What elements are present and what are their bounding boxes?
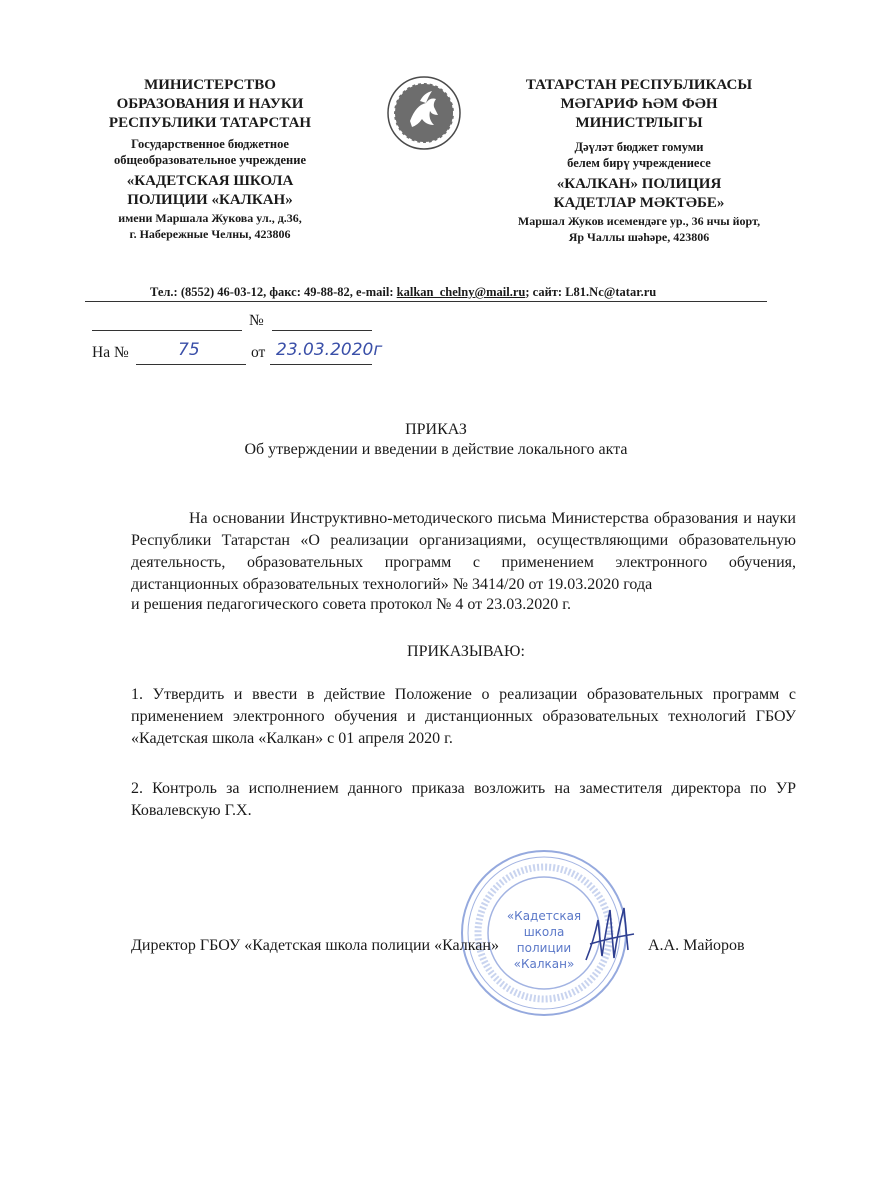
contacts-line [150, 285, 656, 300]
school-name-tt-1: «КАЛКАН» ПОЛИЦИЯ [556, 176, 722, 192]
signatory-name: А.А. Майоров [648, 937, 745, 954]
contacts-email-link[interactable]: kalkan_chelny@mail.ru [396, 285, 526, 299]
preamble-end-text: и решения педагогического совета протокол № 4 от 23.03.2020 г. [131, 596, 571, 613]
address-tt-2: Яр Чаллы шәһәре, 423806 [568, 230, 710, 244]
contacts-phone-fax: Тел.: (8552) 46-03-12, факс: 49-88-82, e-mail: [150, 285, 397, 299]
institution-type-ru-2: общеобразовательное учреждение [114, 153, 306, 167]
contacts-site: L81.Nc@tatar.ru [565, 285, 657, 299]
ministry-name-tt-3: МИНИСТРЛЫГЫ [575, 115, 703, 131]
address-ru-2: г. Набережные Челны, 423806 [129, 227, 291, 241]
institution-type-tt-1: Дәүләт бюджет гомуми [574, 140, 704, 154]
ministry-name-ru-2: ОБРАЗОВАНИЯ И НАУКИ [116, 96, 304, 112]
preamble-text: На основании Инструктивно-методического письма Министерства образования и науки Республики Татарстан «О реализации организациями, осуществляющими образовательную деятельность, образовательных программ с применением электронного обучения, дистанционных образовательных технологий» № 3414/20 от 19.03.2020 года [131, 510, 796, 593]
address-tt-1: Маршал Жуков исемендәге ур., 36 нчы йорт, [517, 214, 761, 228]
order-subtitle: Об утверждении и введении в действие локального акта [244, 441, 628, 458]
stamp-text-1: «Кадетская школа [506, 909, 582, 939]
ref-date: 23.03.2020г [276, 340, 383, 360]
ministry-name-ru-3: РЕСПУБЛИКИ ТАТАРСТАН [108, 115, 312, 131]
outgoing-date-line [92, 314, 242, 331]
order-item-2: 2. Контроль за исполнением данного приказа возложить на заместителя директора по УР Ковалевскую Г.Х. [131, 780, 796, 819]
school-name-ru-1: «КАДЕТСКАЯ ШКОЛА [126, 173, 294, 189]
ref-number: 75 [178, 340, 200, 360]
signatory-position: Директор ГБОУ «Кадетская школа полиции «Калкан» [131, 937, 499, 954]
order-heading: ПРИКАЗ [405, 421, 467, 438]
stamp-text-3: «Калкан» [513, 957, 575, 971]
stamp-text-2: полиции [516, 941, 572, 955]
header-divider [85, 301, 767, 302]
outgoing-number-sign: № [249, 312, 264, 329]
header-left [85, 76, 335, 242]
institution-type-tt-2: белем бирү учреждениесе [567, 156, 711, 170]
contacts-site-label: ; сайт: [525, 285, 566, 299]
address-ru-1: имени Маршала Жукова ул., д.36, [118, 211, 302, 225]
ref-from-label: от [251, 344, 266, 361]
order-word: ПРИКАЗЫВАЮ: [407, 643, 525, 660]
ministry-name-ru-1: МИНИСТЕРСТВО [144, 77, 276, 93]
outgoing-number-line [272, 314, 372, 331]
order-item-1: 1. Утвердить и ввести в действие Положение о реализации образовательных программ с применением электронного обучения и дистанционных образовательных технологий ГБОУ «Кадетская школа «Калкан» с 01 апреля 2020 г. [131, 686, 796, 747]
school-name-ru-2: ПОЛИЦИИ «КАЛКАН» [127, 192, 293, 208]
institution-type-ru-1: Государственное бюджетное [131, 137, 289, 151]
header-right [498, 76, 780, 245]
handwritten-signature [580, 900, 640, 972]
ministry-name-tt-1: ТАТАРСТАН РЕСПУБЛИКАСЫ [525, 77, 753, 93]
ref-label: На № [92, 344, 129, 361]
ministry-name-tt-2: МӘГАРИФ ҺӘМ ФӘН [560, 96, 718, 112]
school-name-tt-2: КАДЕТЛАР МӘКТӘБЕ» [553, 195, 725, 211]
coat-of-arms-emblem [386, 75, 462, 151]
